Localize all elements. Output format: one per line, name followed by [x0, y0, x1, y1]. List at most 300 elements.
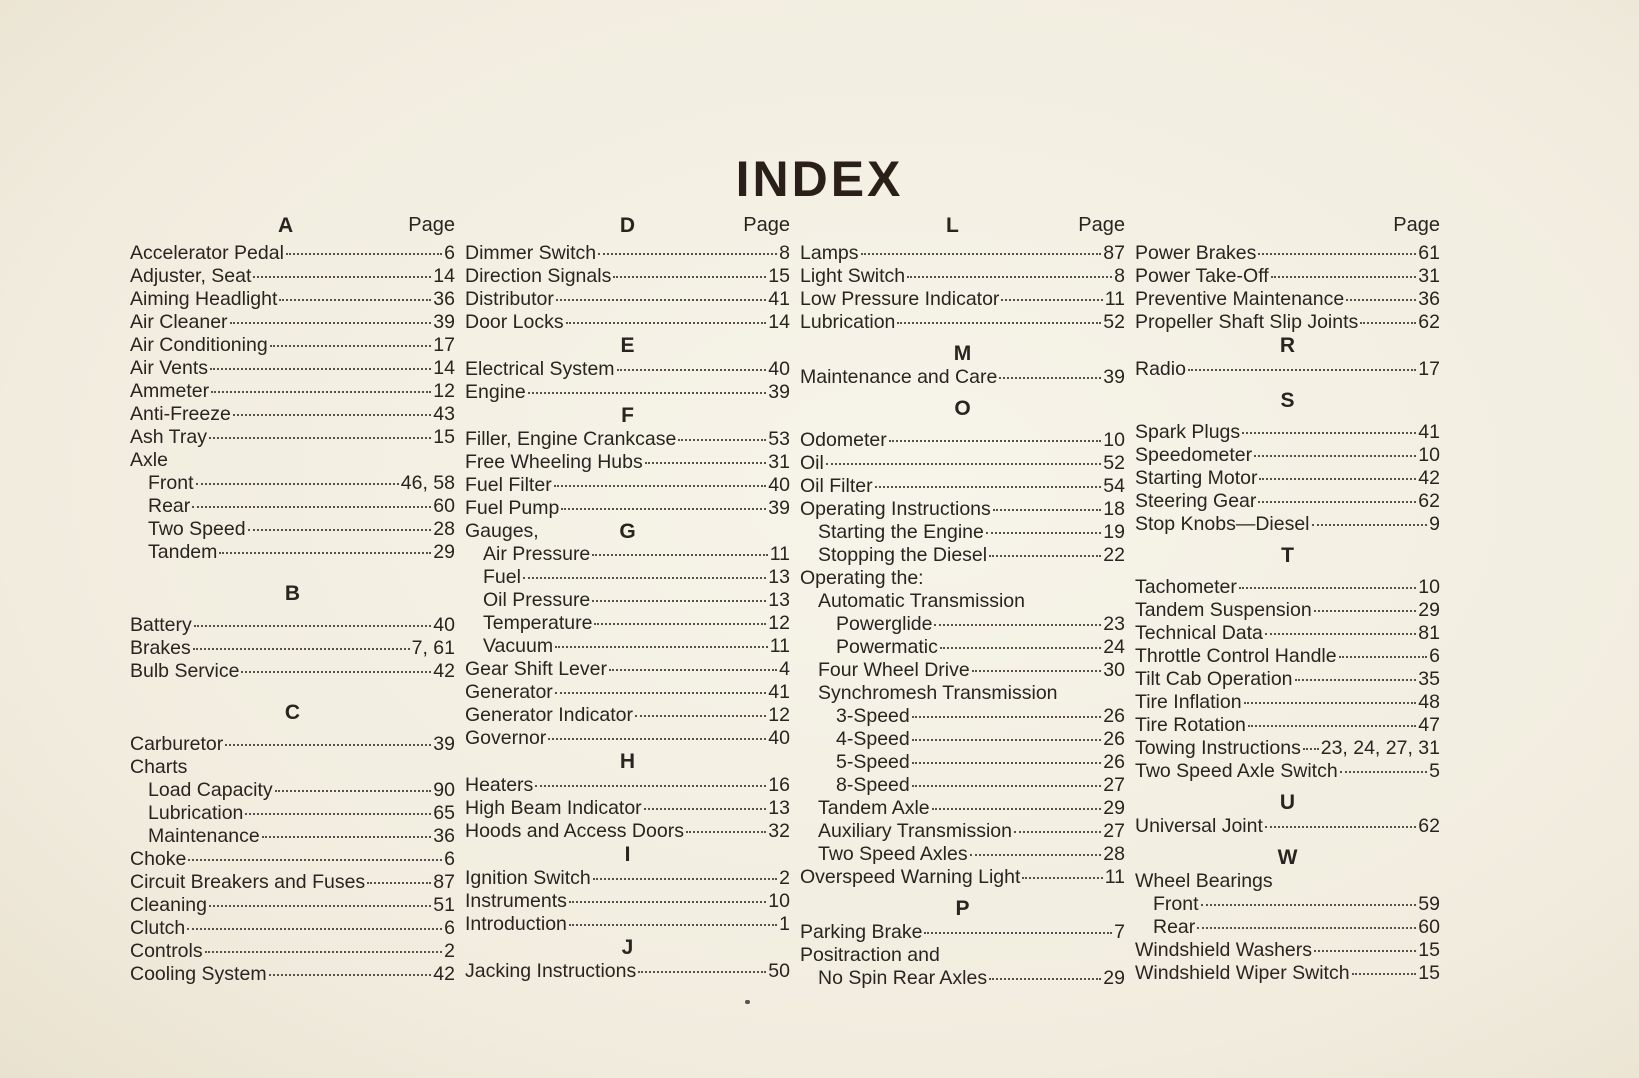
entry-label: Dimmer Switch [465, 242, 597, 264]
entry-page-number: 10 [1103, 429, 1125, 451]
dot-leader [940, 647, 1101, 649]
index-entry [130, 311, 455, 334]
entry-page-number: 41 [1418, 421, 1440, 443]
index-entry [130, 380, 455, 403]
dot-leader [245, 813, 431, 815]
spacer [1135, 838, 1440, 846]
spacer [130, 683, 455, 701]
entry-page-number: 26 [1103, 728, 1125, 750]
index-entry [465, 658, 790, 681]
index-entry [1135, 311, 1440, 334]
index-entry [800, 265, 1125, 288]
index-entry [1135, 467, 1440, 490]
dot-leader [897, 322, 1101, 324]
entry-page-number: 54 [1103, 475, 1125, 497]
column-header [1135, 210, 1440, 242]
section-letter: M [953, 342, 972, 365]
entry-page-number: 24 [1103, 636, 1125, 658]
index-entry [130, 403, 455, 426]
entry-label: Windshield Wiper Switch [1135, 962, 1350, 984]
dot-leader [613, 276, 766, 278]
entry-page-number: 2 [779, 867, 790, 889]
index-entry [800, 705, 1125, 728]
column-entries [1135, 242, 1440, 985]
entry-label: Tandem Suspension [1135, 599, 1312, 621]
index-entry [800, 636, 1125, 659]
index-entry [1135, 288, 1440, 311]
index-entry [800, 820, 1125, 843]
dot-leader [644, 808, 767, 810]
index-entry [465, 288, 790, 311]
entry-label: Preventive Maintenance [1135, 288, 1345, 310]
entry-page-number: 29 [1103, 967, 1125, 989]
index-entry [130, 265, 455, 288]
entry-label: Starting Motor [1135, 467, 1258, 489]
entry-label: 3-Speed [836, 705, 910, 727]
dot-leader [609, 669, 777, 671]
entry-label: Jacking Instructions [465, 960, 637, 982]
entry-page-number: 14 [768, 311, 790, 333]
entry-label: 5-Speed [836, 751, 910, 773]
entry-label: Throttle Control Handle [1135, 645, 1337, 667]
entry-page-number: 23 [1103, 613, 1125, 635]
entry-label: Positraction and [800, 944, 940, 966]
entry-page-number: 42 [433, 660, 455, 682]
index-entry [465, 543, 790, 566]
index-entry [800, 498, 1125, 521]
index-entry [130, 541, 455, 564]
entry-page-number: 31 [768, 451, 790, 473]
index-entry [130, 449, 455, 472]
dot-leader [912, 716, 1102, 718]
section-letter: C [284, 701, 301, 724]
entry-label: Aiming Headlight [130, 288, 278, 310]
dot-leader [192, 506, 431, 508]
dot-leader [262, 836, 432, 838]
entry-page-number: 11 [769, 635, 790, 657]
entry-label: Powerglide [836, 613, 933, 635]
index-entry [130, 871, 455, 894]
dot-leader [970, 854, 1102, 856]
dot-leader [999, 377, 1101, 379]
index-entry [800, 567, 1125, 590]
entry-page-number: 41 [768, 681, 790, 703]
column-header [800, 210, 1125, 242]
index-entry [130, 848, 455, 871]
dot-leader [187, 928, 442, 930]
index-entry [800, 866, 1125, 889]
index-entry [800, 774, 1125, 797]
dot-leader [912, 785, 1102, 787]
entry-label: Four Wheel Drive [818, 659, 970, 681]
spacer [800, 421, 1125, 429]
entry-label: Generator Indicator [465, 704, 634, 726]
index-entry [1135, 444, 1440, 467]
entry-page-number: 12 [433, 380, 455, 402]
entry-page-number: 28 [433, 518, 455, 540]
entry-page-number: 7 [1114, 921, 1125, 943]
entry-label: Fuel [483, 566, 521, 588]
entry-page-number: 36 [433, 288, 455, 310]
dot-leader [932, 808, 1102, 810]
index-entry [465, 960, 790, 983]
index-entry [800, 311, 1125, 334]
index-entry [800, 613, 1125, 636]
entry-page-number: 5 [1429, 760, 1440, 782]
index-entry [465, 311, 790, 334]
page-label: Page [1393, 214, 1440, 236]
entry-label: Speedometer [1135, 444, 1253, 466]
index-entry [130, 518, 455, 541]
index-entry [800, 288, 1125, 311]
index-column-2 [465, 210, 790, 983]
dot-leader [1271, 276, 1417, 278]
dot-leader [561, 508, 766, 510]
dot-leader [211, 391, 431, 393]
entry-label: Towing Instructions [1135, 737, 1301, 759]
entry-page-number: 15 [1418, 962, 1440, 984]
index-entry [800, 944, 1125, 967]
section-letter: D [619, 214, 636, 237]
dot-leader [972, 670, 1102, 672]
entry-label: Ignition Switch [465, 867, 591, 889]
entry-page-number: 42 [433, 963, 455, 985]
index-entry [465, 774, 790, 797]
dot-leader [1239, 587, 1416, 589]
entry-label: Odometer [800, 429, 887, 451]
index-entry [465, 242, 790, 265]
entry-label: Load Capacity [148, 779, 273, 801]
entry-label: Air Pressure [483, 543, 591, 565]
index-entry [130, 825, 455, 848]
dot-leader [907, 276, 1112, 278]
entry-page-number: 10 [1418, 576, 1440, 598]
entry-label: Technical Data [1135, 622, 1263, 644]
entry-label: Tandem [148, 541, 218, 563]
entry-label: Axle [130, 449, 168, 471]
index-entry [1135, 576, 1440, 599]
dot-leader [1295, 679, 1417, 681]
entry-page-number: 23, 24, 27, 31 [1320, 737, 1440, 759]
entry-page-number: 60 [1418, 916, 1440, 938]
entry-label: Low Pressure Indicator [800, 288, 1000, 310]
spacer [1135, 568, 1440, 576]
entry-label: Fuel Filter [465, 474, 552, 496]
entry-label: Introduction [465, 913, 567, 935]
page-title: INDEX [735, 151, 904, 207]
index-entry [465, 727, 790, 750]
spacer [1135, 536, 1440, 544]
entry-label: Distributor [465, 288, 554, 310]
dot-leader [1242, 432, 1416, 434]
index-entry [800, 843, 1125, 866]
entry-label: Free Wheeling Hubs [465, 451, 643, 473]
section-letter: W [1277, 846, 1298, 869]
entry-page-number: 13 [768, 589, 790, 611]
page-label: Page [743, 214, 790, 236]
index-entry [1135, 691, 1440, 714]
entry-label: Air Cleaner [130, 311, 228, 333]
section-letter: S [1280, 389, 1295, 412]
entry-page-number: 13 [768, 566, 790, 588]
entry-page-number: 19 [1103, 521, 1125, 543]
dot-leader [912, 739, 1102, 741]
entry-label: Controls [130, 940, 203, 962]
entry-page-number: 59 [1418, 893, 1440, 915]
index-entry [465, 358, 790, 381]
section-letter: F [621, 404, 634, 427]
entry-page-number: 52 [1103, 452, 1125, 474]
dot-leader [1258, 501, 1416, 503]
index-entry [465, 890, 790, 913]
entry-label: No Spin Rear Axles [818, 967, 988, 989]
index-entry [800, 590, 1125, 613]
dot-leader [523, 577, 766, 579]
entry-page-number: 29 [1418, 599, 1440, 621]
dot-leader [826, 463, 1101, 465]
dot-leader [635, 715, 766, 717]
index-entry [465, 913, 790, 936]
index-entry [465, 520, 790, 543]
entry-page-number: 62 [1418, 311, 1440, 333]
dot-leader [889, 440, 1102, 442]
entry-page-number: 46, 58 [400, 472, 455, 494]
dot-leader [1340, 771, 1427, 773]
entry-page-number: 47 [1418, 714, 1440, 736]
entry-page-number: 17 [1418, 358, 1440, 380]
entry-page-number: 16 [768, 774, 790, 796]
index-entry [465, 797, 790, 820]
dot-leader [1197, 927, 1416, 929]
dot-leader [1265, 826, 1416, 828]
entry-label: Anti-Freeze [130, 403, 231, 425]
index-entry [1135, 939, 1440, 962]
entry-label: Carburetor [130, 733, 224, 755]
index-entry [800, 967, 1125, 990]
dot-leader [986, 532, 1101, 534]
index-entry [1135, 916, 1440, 939]
entry-page-number: 51 [433, 894, 455, 916]
entry-page-number: 30 [1103, 659, 1125, 681]
index-entry [1135, 358, 1440, 381]
entry-page-number: 31 [1418, 265, 1440, 287]
entry-page-number: 35 [1418, 668, 1440, 690]
dot-leader [233, 414, 432, 416]
entry-page-number: 53 [768, 428, 790, 450]
dot-leader [554, 485, 767, 487]
section-letter: A [278, 214, 294, 237]
entry-label: Starting the Engine [818, 521, 984, 543]
dot-leader [566, 322, 767, 324]
entry-page-number: 52 [1103, 311, 1125, 333]
index-entry [465, 381, 790, 404]
entry-page-number: 4 [779, 658, 790, 680]
entry-page-number: 39 [768, 497, 790, 519]
entry-label: Engine [465, 381, 526, 403]
dot-leader [645, 462, 767, 464]
index-entry [465, 867, 790, 890]
entry-label: Vacuum [483, 635, 554, 657]
entry-label: Accelerator Pedal [130, 242, 284, 264]
entry-label: Cleaning [130, 894, 207, 916]
index-entry [800, 751, 1125, 774]
entry-label: Tilt Cab Operation [1135, 668, 1293, 690]
entry-page-number: 6 [1429, 645, 1440, 667]
entry-label: Stop Knobs—Diesel [1135, 513, 1310, 535]
section-letter: T [1281, 544, 1294, 567]
entry-label: Direction Signals [465, 265, 612, 287]
spacer [1135, 381, 1440, 389]
dot-leader [1244, 702, 1417, 704]
dot-leader [548, 738, 766, 740]
entry-page-number: 10 [768, 890, 790, 912]
entry-page-number: 62 [1418, 490, 1440, 512]
entry-label: Tire Rotation [1135, 714, 1246, 736]
index-entry [1135, 668, 1440, 691]
entry-page-number: 7, 61 [411, 637, 455, 659]
dot-leader [555, 692, 766, 694]
entry-page-number: 62 [1418, 815, 1440, 837]
dot-leader [638, 971, 766, 973]
spacer [800, 334, 1125, 342]
section-letter: L [946, 214, 959, 237]
entry-page-number: 29 [433, 541, 455, 563]
entry-page-number: 6 [444, 242, 455, 264]
entry-page-number: 65 [433, 802, 455, 824]
entry-label: Universal Joint [1135, 815, 1263, 837]
section-letter: R [1279, 334, 1296, 357]
entry-label: Front [1153, 893, 1199, 915]
section-letter: J [621, 936, 634, 959]
dot-leader [1014, 831, 1101, 833]
dot-leader [209, 905, 431, 907]
entry-label: Front [148, 472, 194, 494]
dot-leader [592, 554, 767, 556]
index-entry [465, 428, 790, 451]
dot-leader [279, 299, 431, 301]
dot-leader [225, 744, 431, 746]
section-letter: O [954, 397, 971, 420]
entry-label: Instruments [465, 890, 567, 912]
entry-page-number: 22 [1103, 544, 1125, 566]
entry-page-number: 40 [433, 614, 455, 636]
entry-label: Windshield Washers [1135, 939, 1313, 961]
entry-label: Brakes [130, 637, 191, 659]
dot-leader [209, 437, 431, 439]
entry-label: High Beam Indicator [465, 797, 642, 819]
dot-leader [1258, 253, 1416, 255]
entry-label: Rear [1153, 916, 1196, 938]
dot-leader [286, 253, 442, 255]
entry-label: Stopping the Diesel [818, 544, 988, 566]
section-letter: H [619, 750, 636, 773]
index-entry [1135, 714, 1440, 737]
entry-label: Rear [148, 495, 191, 517]
entry-label: Maintenance [148, 825, 260, 847]
dot-leader [1188, 369, 1416, 371]
index-entry [465, 451, 790, 474]
entry-page-number: 12 [768, 704, 790, 726]
index-entry [465, 612, 790, 635]
index-entry [800, 728, 1125, 751]
entry-page-number: 6 [444, 848, 455, 870]
index-entry [465, 497, 790, 520]
entry-page-number: 40 [768, 727, 790, 749]
entry-label: Steering Gear [1135, 490, 1257, 512]
entry-label: Filler, Engine Crankcase [465, 428, 677, 450]
entry-label: Generator [465, 681, 553, 703]
entry-page-number: 48 [1418, 691, 1440, 713]
index-entry [130, 779, 455, 802]
entry-label: 4-Speed [836, 728, 910, 750]
index-entry [130, 426, 455, 449]
entry-label: Tire Inflation [1135, 691, 1242, 713]
dot-leader [210, 368, 431, 370]
entry-label: Gear Shift Lever [465, 658, 607, 680]
section-letter: I [624, 843, 631, 866]
entry-label: Temperature [483, 612, 593, 634]
dot-leader [230, 322, 432, 324]
entry-label: Door Locks [465, 311, 564, 333]
entry-page-number: 81 [1418, 622, 1440, 644]
entry-page-number: 12 [768, 612, 790, 634]
index-entry [130, 940, 455, 963]
entry-page-number: 11 [1104, 288, 1125, 310]
spacer [1135, 413, 1440, 421]
index-entry [130, 334, 455, 357]
index-entry [1135, 265, 1440, 288]
dot-leader [196, 483, 399, 485]
entry-page-number: 27 [1103, 820, 1125, 842]
dot-leader [253, 276, 431, 278]
dot-leader [993, 509, 1102, 511]
dot-leader [569, 901, 766, 903]
entry-page-number: 11 [769, 543, 790, 565]
entry-page-number: 8 [1114, 265, 1125, 287]
entry-page-number: 36 [1418, 288, 1440, 310]
spacer [1135, 783, 1440, 791]
dot-leader [1248, 725, 1416, 727]
index-entry [800, 475, 1125, 498]
entry-page-number: 10 [1418, 444, 1440, 466]
entry-page-number: 29 [1103, 797, 1125, 819]
index-entry [130, 637, 455, 660]
dot-leader [1314, 610, 1417, 612]
spacer [130, 564, 455, 582]
entry-label: Spark Plugs [1135, 421, 1241, 443]
index-entry [800, 521, 1125, 544]
entry-page-number: 17 [433, 334, 455, 356]
entry-label: Overspeed Warning Light [800, 866, 1021, 888]
dot-leader [1339, 656, 1428, 658]
index-entry [1135, 760, 1440, 783]
entry-page-number: 9 [1429, 513, 1440, 535]
dot-leader [270, 345, 432, 347]
dot-leader [678, 439, 766, 441]
index-entry [130, 802, 455, 825]
dot-leader [205, 951, 443, 953]
dot-leader [219, 552, 431, 554]
entry-label: Tandem Axle [818, 797, 930, 819]
index-entry [800, 242, 1125, 265]
entry-label: Lubrication [800, 311, 896, 333]
entry-label: Radio [1135, 358, 1186, 380]
entry-page-number: 43 [433, 403, 455, 425]
entry-label: Circuit Breakers and Fuses [130, 871, 366, 893]
entry-label: Operating the: [800, 567, 924, 589]
spacer [800, 889, 1125, 897]
entry-page-number: 36 [433, 825, 455, 847]
